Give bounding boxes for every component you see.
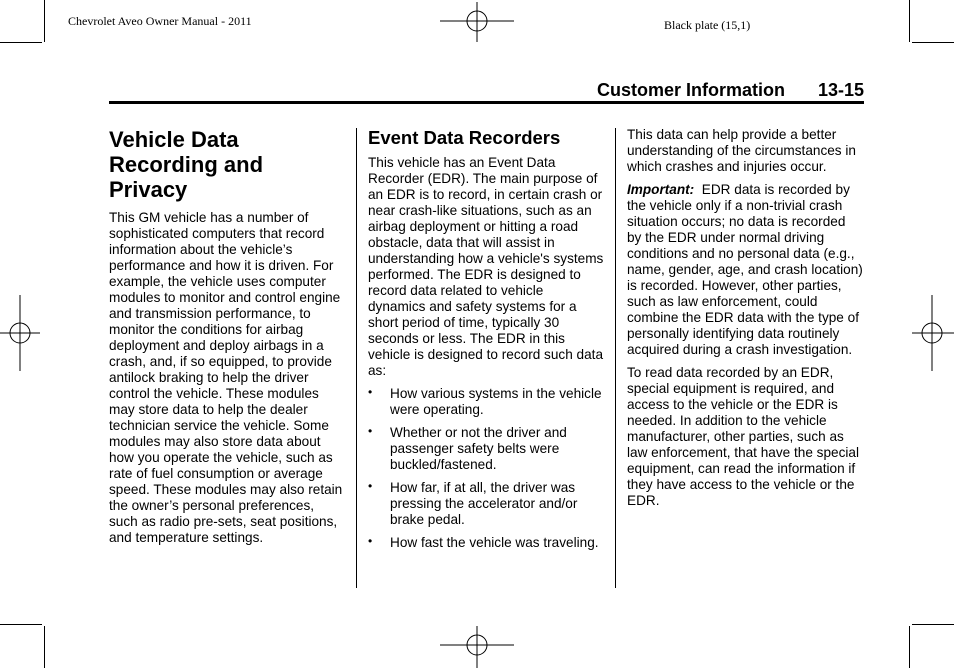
important-label: Important:	[627, 182, 695, 197]
list-item-text: How various systems in the vehicle were operating.	[390, 386, 602, 417]
header-rule	[109, 101, 864, 104]
edr-paragraph: This vehicle has an Event Data Recorder (EDR). The main purpose of an EDR is to record, in certain crash or near crash-like situations, such as an airbag deployment or hitting a road obstacle, data that will assist in understanding how a vehicle's systems performed. The EDR is designed to record data related to vehicle dynamics and safety systems for a short period of time, typically 30 seconds or less. The EDR in this vehicle is designed to record such data as:	[368, 155, 604, 378]
section-heading: Event Data Recorders	[368, 127, 561, 148]
plate-info: Black plate (15,1)	[664, 18, 751, 32]
bullet-icon: •	[368, 424, 373, 438]
important-paragraph	[627, 182, 863, 358]
column-1	[109, 127, 345, 553]
edr-data-list	[368, 386, 604, 551]
crop-mark	[912, 42, 954, 43]
column-divider	[615, 128, 616, 588]
list-item-text: How far, if at all, the driver was pressing the accelerator and/or brake pedal.	[390, 480, 578, 527]
column-divider	[356, 128, 357, 588]
column-3	[627, 127, 863, 516]
crop-mark	[912, 624, 954, 625]
list-item	[368, 425, 604, 473]
paragraph: To read data recorded by an EDR, special equipment is required, and access to the vehicle or the EDR is needed. In addition to the vehicle manufacturer, other parties, such as law enforcement, that have the special equipment, can read the information if they have access to the vehicle or the EDR.	[627, 365, 859, 508]
list-item-text: Whether or not the driver and passenger safety belts were buckled/fastened.	[390, 425, 567, 472]
column-2	[368, 127, 604, 558]
running-header	[109, 80, 864, 101]
page-title	[109, 127, 345, 202]
crop-mark	[909, 626, 910, 668]
registration-mark-icon	[440, 626, 516, 668]
bullet-icon: •	[368, 385, 373, 399]
title-line: Recording and	[109, 152, 264, 177]
title-line: Vehicle Data	[109, 127, 239, 152]
crop-mark	[44, 0, 45, 42]
crop-mark	[0, 42, 42, 43]
title-line: Privacy	[109, 177, 188, 202]
intro-paragraph: This GM vehicle has a number of sophisticated computers that record information about the vehicle’s performance and how it is driven. For example, the vehicle uses computer modules to monitor and control engine and transmission performance, to monitor the conditions for airbag deployment and deploy airbags in a crash, and, if so equipped, to provide antilock braking to help the driver control the vehicle. These modules may store data to help the dealer technician service the vehicle. Some modules may also store data about how you operate the vehicle, such as rate of fuel consumption or average speed. These modules may also retain the owner’s personal preferences, such as radio pre-sets, seat positions, and temperature settings.	[109, 210, 343, 545]
page-number: 13-15	[817, 80, 864, 100]
registration-mark-icon	[440, 2, 516, 42]
bullet-icon: •	[368, 479, 373, 493]
registration-mark-icon	[0, 295, 40, 371]
list-item-text: How fast the vehicle was traveling.	[390, 535, 599, 550]
list-item	[368, 480, 604, 528]
section-title: Customer Information	[596, 80, 785, 100]
bullet-icon: •	[368, 534, 373, 548]
crop-mark	[44, 626, 45, 668]
crop-mark	[909, 0, 910, 42]
list-item	[368, 535, 604, 551]
registration-mark-icon	[912, 295, 954, 371]
plate-title: Chevrolet Aveo Owner Manual - 2011	[68, 14, 252, 28]
important-text: EDR data is recorded by the vehicle only if a non-trivial crash situation occurs; no data is recorded by the EDR under normal driving conditions and no personal data (e.g., name, gender, age, and crash location) is recorded. However, other parties, such as law enforcement, could combine the EDR data with the type of personally identifying data routinely acquired during a crash investigation.	[627, 182, 863, 357]
crop-mark	[0, 624, 42, 625]
list-item	[368, 386, 604, 418]
paragraph: This data can help provide a better understanding of the circumstances in which crashes and injuries occur.	[627, 127, 856, 174]
